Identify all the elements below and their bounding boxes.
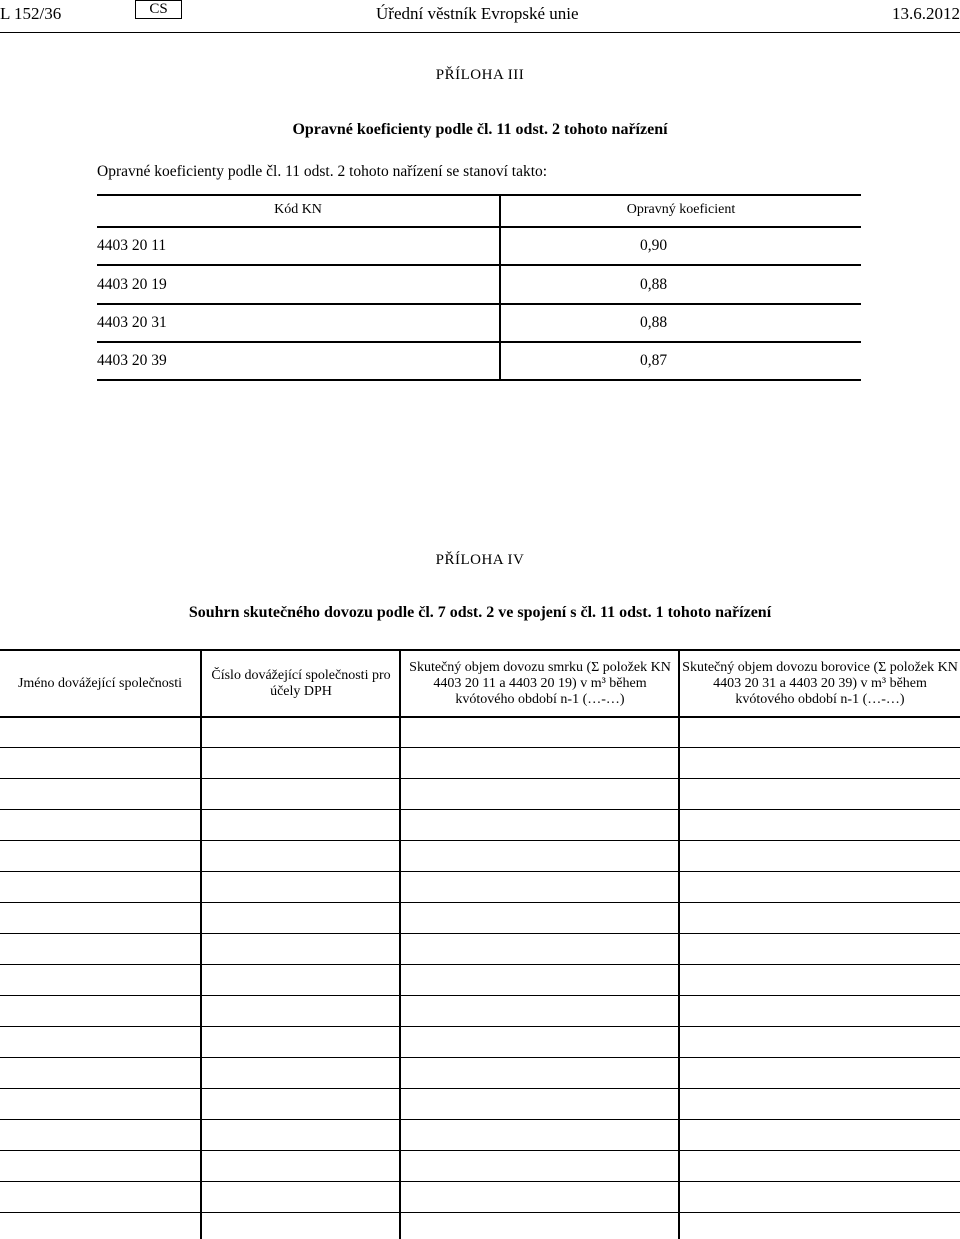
- table-row: [0, 995, 960, 996]
- table-cell-coefficient: 0,88: [640, 276, 668, 293]
- column-header-coefficient: Opravný koeficient: [626, 202, 736, 217]
- column-header-text: Číslo dovážející společnosti pro účely DPH: [211, 667, 391, 699]
- table-top-rule: [97, 194, 861, 196]
- table-row: [0, 840, 960, 841]
- table-cell-coefficient: 0,90: [640, 237, 668, 254]
- column-header-pine-volume: [682, 650, 958, 717]
- column-header-spruce-volume: [405, 650, 675, 717]
- table-row: [0, 747, 960, 748]
- table-header-rule: [97, 226, 861, 228]
- header-rule: [0, 32, 960, 33]
- table-row-rule: [97, 341, 861, 343]
- table-row-rule: [97, 303, 861, 305]
- page-reference: L 152/36: [0, 4, 62, 23]
- table-header-rule: [0, 716, 960, 718]
- column-header-text: Skutečný objem dovozu smrku (Σ položek KN 4403 20 11 a 4403 20 19) v m³ během kvótového období n-1 (…-…): [409, 659, 671, 707]
- annex-3-intro: Opravné koeficienty podle čl. 11 odst. 2 tohoto nařízení se stanoví takto:: [97, 163, 548, 180]
- table-row: [0, 1119, 960, 1120]
- table-cell-coefficient: 0,88: [640, 314, 668, 331]
- table-column-divider: [499, 194, 501, 381]
- publication-date: 13.6.2012: [892, 4, 960, 23]
- table-row-rule: [97, 264, 861, 266]
- table-row: [0, 809, 960, 810]
- annex-4-label: PŘÍLOHA IV: [435, 552, 525, 568]
- table-cell-code: 4403 20 31: [97, 314, 167, 331]
- column-header-vat-number: [208, 650, 394, 717]
- table-row: [0, 871, 960, 872]
- annex-4-title: Souhrn skutečného dovozu podle čl. 7 odst. 2 ve spojení s čl. 11 odst. 1 tohoto nařízení: [188, 604, 772, 621]
- column-header-text: Jméno dovážející společnosti: [17, 675, 183, 691]
- table-bottom-rule: [97, 379, 861, 381]
- table-cell-coefficient: 0,87: [640, 352, 668, 369]
- table-cell-code: 4403 20 39: [97, 352, 167, 369]
- table-cell-code: 4403 20 11: [97, 237, 167, 254]
- table-row: [0, 1057, 960, 1058]
- table-row: [0, 1150, 960, 1151]
- table-cell-code: 4403 20 19: [97, 276, 167, 293]
- column-header-company-name: [0, 650, 200, 717]
- annex-3-title: Opravné koeficienty podle čl. 11 odst. 2 tohoto nařízení: [292, 121, 668, 138]
- table-row: [0, 1212, 960, 1213]
- language-code-box: CS: [135, 0, 182, 19]
- table-row: [0, 902, 960, 903]
- table-row: [0, 778, 960, 779]
- table-row: [0, 1088, 960, 1089]
- table-row: [0, 964, 960, 965]
- table-row: [0, 1026, 960, 1027]
- annex-3-label: PŘÍLOHA III: [435, 67, 525, 83]
- table-row: [0, 933, 960, 934]
- table-row: [0, 1181, 960, 1182]
- column-header-code: Kód KN: [274, 202, 322, 217]
- column-header-text: Skutečný objem dovozu borovice (Σ položek KN 4403 20 31 a 4403 20 39) v m³ během kvótového období n-1 (…-…): [682, 659, 958, 707]
- journal-title: Úřední věstník Evropské unie: [376, 4, 579, 23]
